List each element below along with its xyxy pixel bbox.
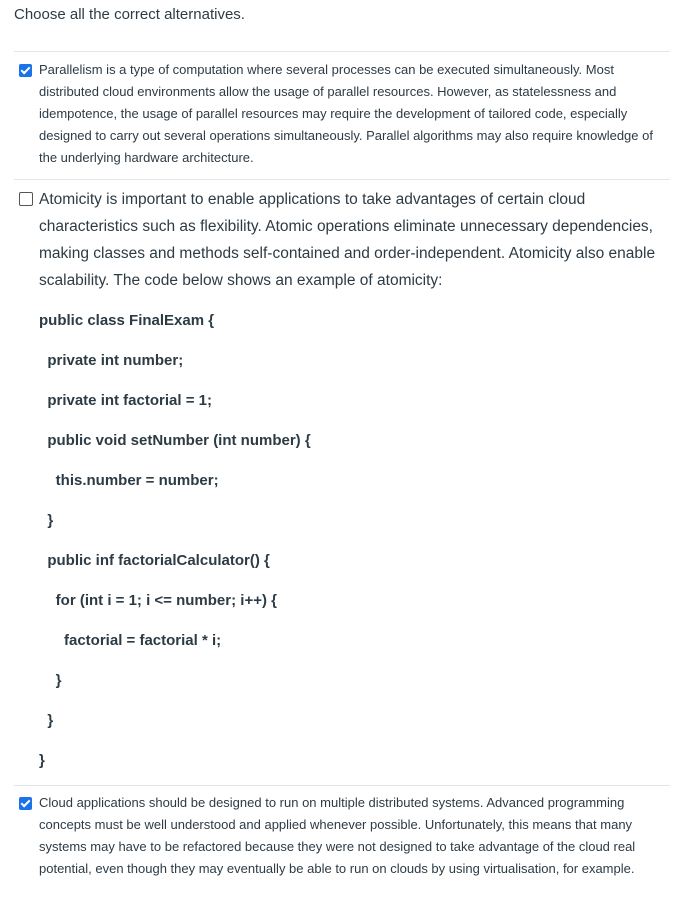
option-text: Parallelism is a type of computation where several processes can be executed simultaneously. Most distributed cloud environments allow the usage of parallel resources. However, as statelessness and idempotence, the usage of parallel resources may require the development of tailored code, especially designed to carry out several operations simultaneously. Parallel algorithms may also require knowledge of the underlying hardware architecture. — [39, 62, 653, 165]
code-line: } — [39, 712, 54, 729]
option-cloud-applications[interactable] — [19, 792, 667, 880]
option-parallelism[interactable] — [19, 59, 667, 169]
divider — [14, 785, 670, 786]
code-line: } — [39, 672, 62, 689]
question-prompt: Choose all the correct alternatives. — [14, 6, 245, 23]
code-line: private int number; — [39, 352, 184, 369]
code-line: } — [39, 752, 45, 769]
divider — [14, 51, 670, 52]
option-atomicity[interactable] — [19, 186, 667, 781]
code-line: private int factorial = 1; — [39, 392, 212, 409]
code-line: for (int i = 1; i <= number; i++) { — [39, 592, 277, 609]
checkbox-checked[interactable] — [19, 797, 32, 810]
option-text: Cloud applications should be designed to run on multiple distributed systems. Advanced programming concepts must be well understood and applied whenever possible. Unfortunately, this means that many systems may have to be refactored because they were not designed to take advantage of the cloud real potential, even though they may eventually be able to run on clouds by using virtualisation, for example. — [39, 795, 636, 876]
checkbox-checked[interactable] — [19, 64, 32, 77]
divider — [14, 179, 670, 180]
code-line: public class FinalExam { — [39, 312, 215, 329]
code-line: public inf factorialCalculator() { — [39, 552, 270, 569]
code-block — [39, 301, 667, 781]
code-line: public void setNumber (int number) { — [39, 432, 311, 449]
code-line: factorial = factorial * i; — [39, 632, 222, 649]
option-text: Atomicity is important to enable applications to take advantages of certain cloud characteristics such as flexibility. Atomic operations eliminate unnecessary dependencies, making classes and methods self-contained and order-independent. Atomicity also enable scalability. The code below shows an example of atomicity: — [39, 191, 656, 289]
code-line: this.number = number; — [39, 472, 219, 489]
checkbox-unchecked[interactable] — [19, 192, 33, 206]
code-line: } — [39, 512, 54, 529]
